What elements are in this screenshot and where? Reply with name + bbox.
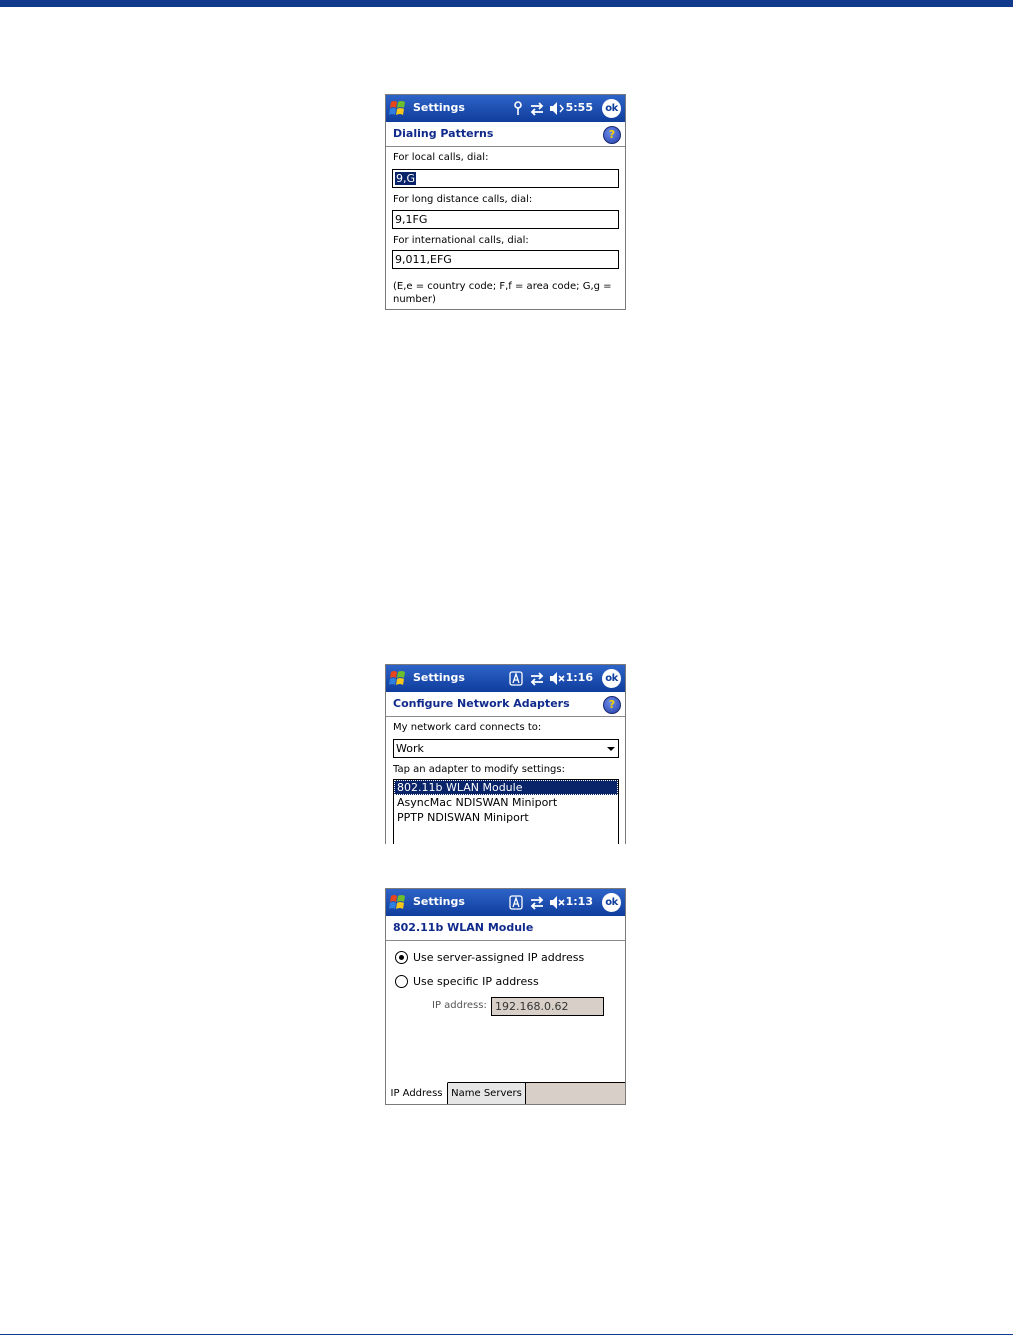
local-calls-value: 9,G xyxy=(396,172,416,185)
server-assigned-label[interactable]: Use server-assigned IP address xyxy=(413,951,585,964)
chevron-down-icon xyxy=(607,747,615,751)
input-a-icon[interactable] xyxy=(509,670,523,687)
connects-to-dropdown[interactable] xyxy=(393,739,619,758)
app-title: Settings xyxy=(413,895,465,908)
help-icon[interactable]: ? xyxy=(603,696,621,714)
help-icon[interactable]: ? xyxy=(603,126,621,144)
input-a-icon[interactable] xyxy=(509,894,523,911)
tap-adapter-label: Tap an adapter to modify settings: xyxy=(393,764,565,775)
app-title: Settings xyxy=(413,671,465,684)
list-item[interactable]: PPTP NDISWAN Miniport xyxy=(397,811,529,824)
clock: 1:16 xyxy=(565,671,593,684)
international-label: For international calls, dial: xyxy=(393,235,529,246)
start-menu-icon[interactable] xyxy=(389,99,408,118)
ip-address-field[interactable]: 192.168.0.62 xyxy=(491,997,604,1016)
specific-ip-radio[interactable] xyxy=(395,975,408,988)
title-bar xyxy=(386,889,625,916)
local-calls-input[interactable] xyxy=(392,169,619,188)
ok-button[interactable]: ok xyxy=(602,893,621,912)
page-title: 802.11b WLAN Module xyxy=(393,921,534,934)
wlan-module-screen xyxy=(385,888,626,1105)
page-header xyxy=(386,122,625,147)
app-title: Settings xyxy=(413,101,465,114)
specific-ip-label[interactable]: Use specific IP address xyxy=(413,975,539,988)
speaker-icon[interactable] xyxy=(549,100,565,117)
long-distance-input[interactable]: 9,1FG xyxy=(392,210,619,229)
network-adapters-screen xyxy=(385,664,626,844)
list-item[interactable]: AsyncMac NDISWAN Miniport xyxy=(397,796,558,809)
international-input[interactable]: 9,011,EFG xyxy=(392,250,619,269)
local-calls-label: For local calls, dial: xyxy=(393,152,489,163)
start-menu-icon[interactable] xyxy=(389,669,408,688)
tab-ip-address[interactable]: IP Address xyxy=(386,1082,448,1104)
dialing-patterns-screen xyxy=(385,94,626,310)
antenna-icon[interactable] xyxy=(512,100,524,117)
long-distance-label: For long distance calls, dial: xyxy=(393,194,533,205)
sync-arrows-icon[interactable] xyxy=(529,670,545,687)
speaker-muted-icon[interactable] xyxy=(549,894,567,911)
start-menu-icon[interactable] xyxy=(389,893,408,912)
sync-arrows-icon[interactable] xyxy=(529,100,545,117)
legend-note-line2: number) xyxy=(393,294,436,305)
title-bar xyxy=(386,665,625,692)
clock: 5:55 xyxy=(565,101,593,114)
page-header xyxy=(386,916,625,941)
speaker-muted-icon[interactable] xyxy=(549,670,567,687)
title-bar xyxy=(386,95,625,122)
legend-note-line1: (E,e = country code; F,f = area code; G,g = xyxy=(393,281,612,292)
ok-button[interactable]: ok xyxy=(602,99,621,118)
ok-button[interactable]: ok xyxy=(602,669,621,688)
server-assigned-radio[interactable] xyxy=(395,951,408,964)
page-title: Dialing Patterns xyxy=(393,127,494,140)
page-header xyxy=(386,692,625,717)
ip-address-label: IP address: xyxy=(432,1000,487,1011)
sync-arrows-icon[interactable] xyxy=(529,894,545,911)
page-header-bar xyxy=(0,0,1013,7)
connects-to-value: Work xyxy=(396,742,424,755)
tab-name-servers[interactable]: Name Servers xyxy=(448,1082,526,1104)
page-footer-rule xyxy=(0,1334,1013,1335)
adapter-list[interactable] xyxy=(393,779,619,844)
clock: 1:13 xyxy=(565,895,593,908)
list-item[interactable]: 802.11b WLAN Module xyxy=(394,780,618,795)
page-title: Configure Network Adapters xyxy=(393,697,570,710)
connects-to-label: My network card connects to: xyxy=(393,722,542,733)
tab-bar xyxy=(386,1082,625,1104)
